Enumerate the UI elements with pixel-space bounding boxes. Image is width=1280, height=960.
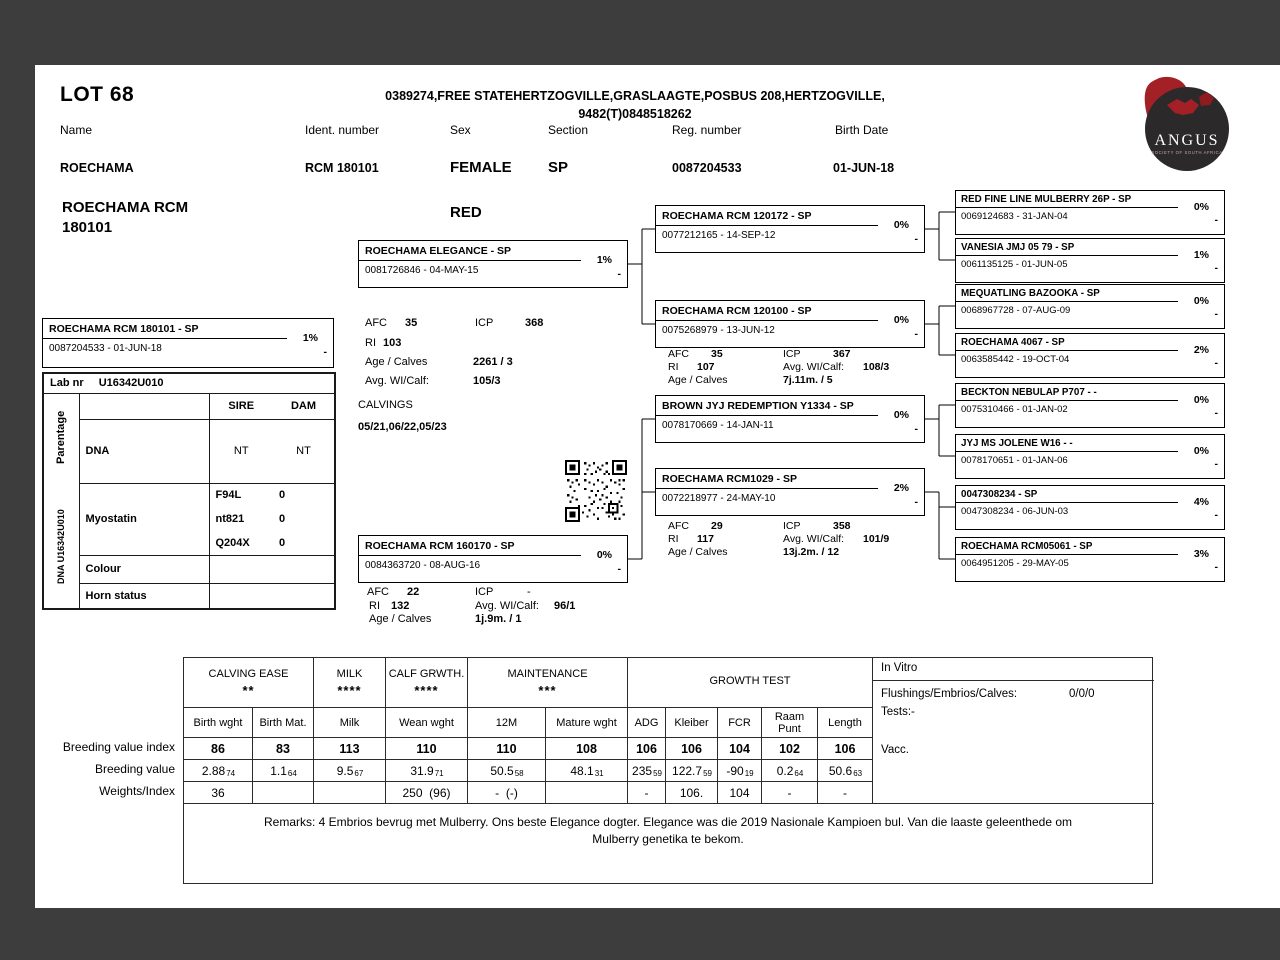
index-cell: 104 (718, 738, 762, 760)
weights-cell (253, 782, 314, 804)
weights-cell (546, 782, 628, 804)
group-stars: ** (242, 682, 255, 698)
sex-value: FEMALE (450, 159, 512, 176)
index-cell: 86 (184, 738, 253, 760)
avg-wi-value: 101/9 (863, 533, 890, 545)
group-milk (314, 658, 386, 708)
animal-name: JYJ MS JOLENE W16 - - (956, 435, 1178, 452)
animal-reg: 0081726846 - 04-MAY-15 (365, 265, 479, 276)
row-label-value: Breeding value (94, 762, 175, 776)
row-label-weights: Weights/Index (99, 784, 175, 798)
age-calves-label: Age / Calves (365, 356, 428, 368)
ri-label: RI (369, 600, 380, 612)
sire-column-header: SIRE (209, 393, 273, 419)
col-birth-wght: Birth wght (184, 708, 253, 738)
animal-full-name: ROECHAMA RCM 180101 (62, 199, 189, 236)
dash: - (914, 423, 918, 435)
inbreeding-pct: 3% (1193, 548, 1209, 560)
dam-column-header: DAM (273, 393, 335, 419)
ri-value: 117 (697, 533, 714, 545)
animal-name: ROECHAMA 4067 - SP (956, 334, 1178, 351)
value-cell: 9.5 $_{67}$ (314, 760, 386, 782)
icp-value: - (527, 586, 531, 598)
dna-sire-value: NT (209, 419, 273, 483)
breeder-address-line2: 9482(T)0848518262 (578, 107, 692, 121)
dna-dam-value: NT (273, 419, 335, 483)
angus-society-logo (1105, 75, 1240, 175)
inbreeding-pct: 2% (893, 482, 909, 494)
avg-wi-label: Avg. WI/Calf: (365, 375, 429, 387)
horn-sire-cell (209, 583, 273, 609)
dash: - (617, 268, 621, 280)
animal-reg: 0075268979 - 13-JUN-12 (662, 325, 775, 336)
dash: - (1214, 509, 1218, 521)
animal-reg: 0068967728 - 07-AUG-09 (961, 305, 1071, 316)
index-cell: 110 (468, 738, 546, 760)
dash: - (617, 563, 621, 575)
group-calf-growth (386, 658, 468, 708)
icp-label: ICP (475, 317, 494, 329)
group-growth-test (628, 658, 873, 708)
logo-circle (1145, 87, 1229, 171)
group-label: CALF GRWTH. (388, 667, 465, 680)
col-length: Length (818, 708, 873, 738)
dash: - (914, 328, 918, 340)
animal-name: ROECHAMA ELEGANCE - SP (359, 241, 581, 261)
dna-row-label: DNA (79, 419, 209, 483)
horn-status-row-label: Horn status (79, 583, 209, 609)
value-cell: -90 $_{19}$ (718, 760, 762, 782)
ident-label: Ident. number (305, 123, 380, 137)
animal-name: ROECHAMA RCM 180101 - SP (43, 319, 287, 339)
inbreeding-pct: 0% (596, 549, 612, 561)
myostatin-value: 0 (279, 513, 286, 525)
index-cell: 106 (818, 738, 873, 760)
afc-label: AFC (668, 520, 689, 532)
animal-name: VANESIA JMJ 05 79 - SP (956, 239, 1178, 256)
vacc-label: Vacc. (881, 744, 909, 756)
afc-label: AFC (668, 348, 689, 360)
pedigree-box-subject (42, 318, 334, 368)
in-vitro-title: In Vitro (873, 658, 1154, 681)
value-cell: 122.7 $_{59}$ (666, 760, 718, 782)
afc-value: 22 (407, 586, 420, 598)
index-cell: 106 (666, 738, 718, 760)
pedigree-box-parent-bottom (358, 535, 628, 583)
age-calves-label: Age / Calves (369, 613, 432, 625)
ri-value: 107 (697, 361, 715, 373)
animal-name: ROECHAMA RCM05061 - SP (956, 538, 1178, 555)
calvings-label: CALVINGS (358, 399, 413, 411)
weights-cell: 36 (184, 782, 253, 804)
animal-reg: 0063585442 - 19-OCT-04 (961, 354, 1070, 365)
blup-table (183, 657, 1153, 884)
breeder-address-line1: 0389274,FREE STATEHERTZOGVILLE,GRASLAAGTE,POSBUS 208,HERTZOGVILLE, (385, 89, 885, 103)
myostatin-value: 0 (273, 531, 335, 555)
col-wean-wght: Wean wght (386, 708, 468, 738)
weights-cell: - (-) (468, 782, 546, 804)
catalog-page (35, 65, 1280, 908)
afc-label: AFC (365, 317, 387, 329)
lab-number-row (43, 373, 335, 393)
index-cell: 83 (253, 738, 314, 760)
animal-reg: 0069124683 - 31-JAN-04 (961, 211, 1068, 222)
horn-dam-cell (273, 583, 335, 609)
logo-title: ANGUS (1154, 132, 1220, 149)
flushings-label: Flushings/Embrios/Calves: (881, 688, 1018, 700)
value-cell: 1.1 $_{64}$ (253, 760, 314, 782)
inbreeding-pct: 4% (1193, 496, 1209, 508)
value-cell: 50.6 $_{63}$ (818, 760, 873, 782)
col-birth-mat: Birth Mat. (253, 708, 314, 738)
group-label: GROWTH TEST (709, 675, 791, 687)
avg-wi-value: 108/3 (863, 361, 890, 373)
age-calves-label: Age / Calves (668, 374, 728, 386)
group-label: MAINTENANCE (507, 667, 588, 680)
inbreeding-pct: 0% (1193, 394, 1209, 406)
ri-value: 103 (383, 337, 402, 349)
colour-row-label: Colour (79, 555, 209, 583)
icp-value: 367 (833, 348, 851, 360)
value-cell: 0.2 $_{64}$ (762, 760, 818, 782)
reg-label: Reg. number (672, 123, 742, 137)
tests-label: Tests:- (881, 706, 915, 718)
parentage-section-label: Parentage (43, 393, 79, 483)
ri-label: RI (365, 337, 376, 349)
age-calves-value: 2261 / 3 (473, 356, 513, 368)
col-mature-wght: Mature wght (546, 708, 628, 738)
inbreeding-pct: 0% (893, 409, 909, 421)
afc-label: AFC (367, 586, 389, 598)
colour-dam-cell (273, 555, 335, 583)
inbreeding-pct: 1% (302, 332, 318, 344)
col-kleiber: Kleiber (666, 708, 718, 738)
pedigree-box-gp2 (655, 395, 925, 443)
weights-cell: - (762, 782, 818, 804)
reg-value: 0087204533 (672, 161, 742, 175)
animal-reg: 0061135125 - 01-JUN-05 (961, 259, 1068, 270)
value-cell: 48.1 $_{31}$ (546, 760, 628, 782)
in-vitro-panel (873, 658, 1154, 804)
ri-value: 132 (391, 600, 410, 612)
col-adg: ADG (628, 708, 666, 738)
age-calves-value: 13j.2m. / 12 (783, 546, 840, 558)
inbreeding-pct: 0% (1193, 445, 1209, 457)
animal-name: BECKTON NEBULAP P707 - - (956, 384, 1178, 401)
animal-name: RED FINE LINE MULBERRY 26P - SP (956, 191, 1178, 208)
lab-number-value: U16342U010 (98, 377, 164, 390)
group-calving-ease (184, 658, 314, 708)
inbreeding-pct: 2% (1193, 344, 1209, 356)
inbreeding-pct: 1% (596, 254, 612, 266)
animal-reg: 0072218977 - 24-MAY-10 (662, 493, 776, 504)
group-label: CALVING EASE (208, 667, 289, 680)
animal-name: MEQUATLING BAZOOKA - SP (956, 285, 1178, 302)
weights-cell: 250 (96) (386, 782, 468, 804)
age-calves-value: 1j.9m. / 1 (475, 613, 522, 625)
calvings-value: 05/21,06/22,05/23 (358, 421, 447, 433)
group-stars: *** (538, 682, 557, 698)
birthdate-value: 01-JUN-18 (833, 161, 895, 175)
dash: - (1214, 458, 1218, 470)
ident-value: RCM 180101 (305, 161, 379, 175)
index-cell: 113 (314, 738, 386, 760)
animal-name: BROWN JYJ REDEMPTION Y1334 - SP (656, 396, 878, 416)
inbreeding-pct: 0% (893, 314, 909, 326)
avg-wi-label: Avg. WI/Calf: (783, 533, 845, 545)
animal-colour: RED (450, 204, 482, 221)
colour-sire-cell (209, 555, 273, 583)
birthdate-label: Birth Date (835, 123, 889, 137)
index-cell: 108 (546, 738, 628, 760)
afc-value: 35 (405, 317, 418, 329)
section-value: SP (548, 159, 569, 176)
age-calves-label: Age / Calves (668, 546, 728, 558)
avg-wi-value: 96/1 (554, 600, 576, 612)
col-milk: Milk (314, 708, 386, 738)
animal-name: 0047308234 - SP (956, 486, 1178, 503)
icp-label: ICP (475, 586, 494, 598)
animal-name: ROECHAMA RCM 160170 - SP (359, 536, 581, 556)
weights-cell: 104 (718, 782, 762, 804)
ri-label: RI (668, 533, 679, 545)
dash: - (914, 233, 918, 245)
myostatin-variant: Q204X (209, 531, 273, 555)
afc-value: 35 (711, 348, 723, 360)
flushings-value: 0/0/0 (1069, 688, 1095, 700)
animal-name: ROECHAMA RCM 120172 - SP (656, 206, 878, 226)
icp-value: 368 (525, 317, 544, 329)
pedigree-box-ggp2 (955, 284, 1225, 329)
dash: - (323, 346, 327, 358)
myostatin-value: 0 (279, 489, 286, 502)
afc-value: 29 (711, 520, 723, 532)
animal-reg: 0047308234 - 06-JUN-03 (961, 506, 1069, 517)
name-label: Name (60, 123, 93, 137)
avg-wi-value: 105/3 (473, 375, 501, 387)
weights-cell: - (818, 782, 873, 804)
remarks-text: Remarks: 4 Embrios bevrug met Mulberry. Ons beste Elegance dogter. Elegance was die 2019 Nasionale Kampioen bul. Van die laaste geleenthede om Mulberry genetika te bekom. (263, 815, 1073, 846)
qr-code (565, 460, 627, 522)
dna-parentage-table (42, 372, 336, 610)
dash: - (1214, 308, 1218, 320)
index-cell: 106 (628, 738, 666, 760)
icp-label: ICP (783, 348, 801, 360)
col-raam-punt: Raam Punt (762, 708, 818, 738)
myostatin-variant: F94L (215, 489, 242, 502)
breeder-address (255, 87, 1015, 123)
index-cell: 102 (762, 738, 818, 760)
pedigree-box-ggp6 (955, 485, 1225, 530)
inbreeding-pct: 0% (1193, 201, 1209, 213)
group-stars: **** (414, 682, 439, 698)
dash: - (1214, 262, 1218, 274)
avg-wi-label: Avg. WI/Calf: (783, 361, 845, 373)
value-cell: 31.9 $_{71}$ (386, 760, 468, 782)
pedigree-box-ggp3 (955, 333, 1225, 378)
col-fcr: FCR (718, 708, 762, 738)
pedigree-box-ggp7 (955, 537, 1225, 582)
lot-number: LOT 68 (60, 83, 135, 106)
dash: - (1214, 214, 1218, 226)
animal-name: ROECHAMA RCM 120100 - SP (656, 301, 878, 321)
weights-cell (314, 782, 386, 804)
group-stars: **** (337, 682, 362, 698)
animal-reg: 0075310466 - 01-JAN-02 (961, 404, 1068, 415)
animal-reg: 0084363720 - 08-AUG-16 (365, 560, 481, 571)
inbreeding-pct: 1% (1193, 249, 1209, 261)
animal-reg: 0078170669 - 14-JAN-11 (662, 420, 774, 431)
value-cell: 50.5 $_{58}$ (468, 760, 546, 782)
animal-reg: 0087204533 - 01-JUN-18 (49, 343, 162, 354)
pedigree-box-parent-top (358, 240, 628, 288)
myostatin-variant: nt821 (215, 513, 245, 525)
animal-name-value: ROECHAMA (60, 161, 134, 175)
col-12m: 12M (468, 708, 546, 738)
pedigree-box-gp0 (655, 205, 925, 253)
lab-number-label: Lab nr (50, 377, 84, 390)
pedigree-box-gp3 (655, 468, 925, 516)
icp-value: 358 (833, 520, 851, 532)
dna-section-label: DNA U16342U010 (43, 483, 79, 609)
sex-label: Sex (450, 123, 471, 137)
weights-cell: 106. (666, 782, 718, 804)
dash: - (1214, 407, 1218, 419)
weights-cell: - (628, 782, 666, 804)
dash: - (1214, 357, 1218, 369)
ri-label: RI (668, 361, 679, 373)
animal-name: ROECHAMA RCM1029 - SP (656, 469, 878, 489)
avg-wi-label: Avg. WI/Calf: (475, 600, 539, 612)
animal-reg: 0078170651 - 01-JAN-06 (961, 455, 1068, 466)
group-maintenance (468, 658, 628, 708)
dash: - (1214, 561, 1218, 573)
age-calves-value: 7j.11m. / 5 (783, 374, 833, 386)
pedigree-box-ggp5 (955, 434, 1225, 479)
icp-label: ICP (783, 520, 801, 532)
group-label: MILK (336, 667, 363, 680)
inbreeding-pct: 0% (893, 219, 909, 231)
row-label-index: Breeding value index (62, 740, 175, 754)
pedigree-box-ggp0 (955, 190, 1225, 235)
pedigree-box-ggp1 (955, 238, 1225, 283)
pedigree-box-gp1 (655, 300, 925, 348)
index-cell: 110 (386, 738, 468, 760)
value-cell: 2.88 $_{74}$ (184, 760, 253, 782)
pedigree-box-ggp4 (955, 383, 1225, 428)
empty-header-cell (79, 393, 209, 419)
dash: - (914, 496, 918, 508)
logo-subtitle: SOCIETY OF SOUTH AFRICA (1151, 150, 1223, 155)
animal-reg: 0064951205 - 29-MAY-05 (961, 558, 1069, 569)
value-cell: 235 $_{59}$ (628, 760, 666, 782)
animal-reg: 0077212165 - 14-SEP-12 (662, 230, 776, 241)
inbreeding-pct: 0% (1193, 295, 1209, 307)
section-label: Section (548, 123, 589, 137)
myostatin-label: Myostatin (79, 483, 209, 555)
